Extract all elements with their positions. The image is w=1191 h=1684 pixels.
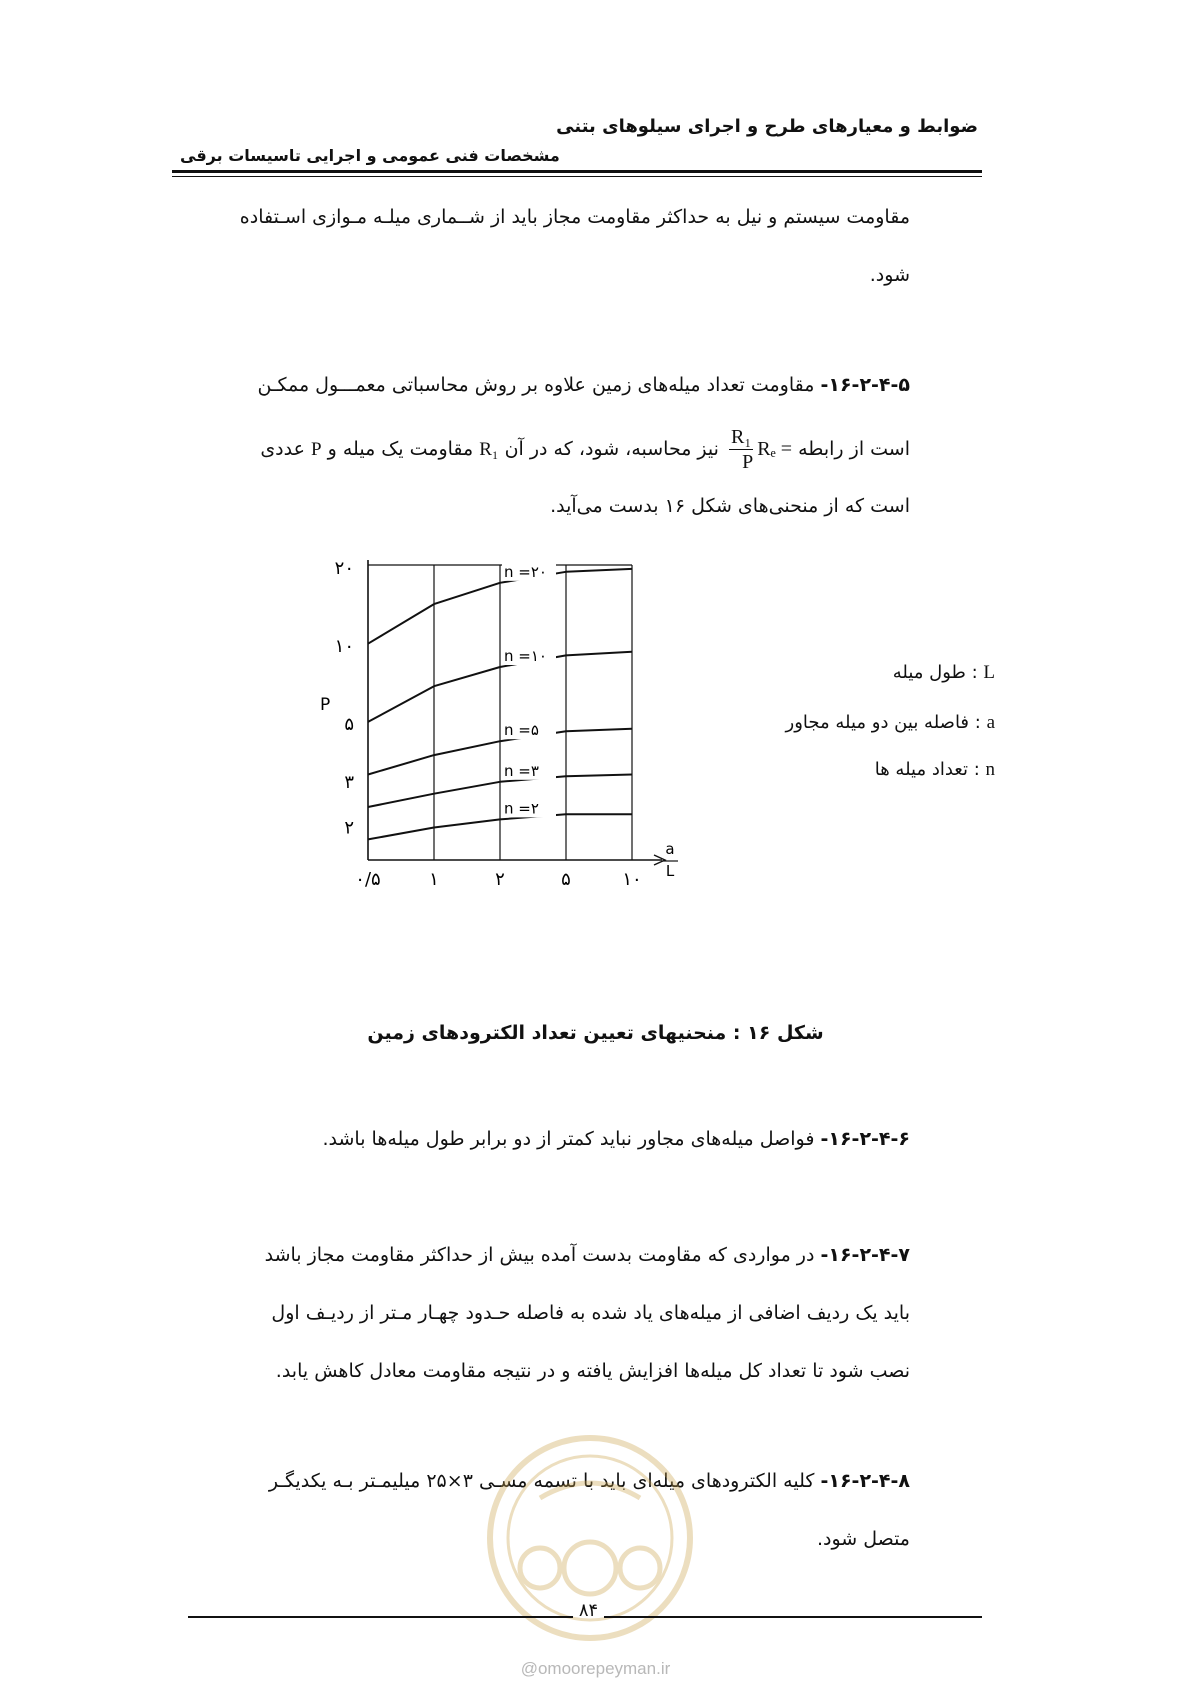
series-label: n =۵: [504, 721, 539, 740]
section-5-line-2b: نیز محاسبه، شود، که در آن: [504, 438, 719, 460]
y-tick-label: ۲: [344, 817, 354, 839]
section-5-line-2c: مقاومت یک میله و: [327, 438, 474, 460]
y-tick-label: ۲۰: [334, 560, 354, 579]
intro-line-1: مقاومت سیستم و نیل به حداکثر مقاومت مجاز باید از شــماری میلـه مـوازی اسـتفاده: [239, 206, 910, 228]
intro-line-2: شود.: [869, 264, 910, 286]
section-5-paragraph: [180, 356, 910, 535]
legend-item-n: [875, 759, 995, 781]
legend-key-n: n: [985, 759, 995, 780]
page-number: ۸۴: [578, 1600, 599, 1621]
legend-key-a: a: [986, 712, 995, 733]
section-5-line-1: مقاومت تعداد میله‌های زمین علاوه بر روش محاسباتی معمـــول ممکـن: [257, 374, 821, 396]
legend-text-l: : طول میله: [892, 662, 978, 683]
y-tick-label: ۱۰: [334, 635, 354, 657]
header-rule-thin: [172, 176, 982, 177]
figure-caption: شکل ۱۶ : منحنیهای تعیین تعداد الکترودهای زمین: [367, 1022, 824, 1044]
legend-text-a: : فاصله بین دو میله مجاور: [785, 712, 981, 733]
legend-key-l: L: [983, 662, 995, 683]
x-tick-label: ۵: [561, 869, 571, 890]
section-5-number: ۱۶-۲-۴-۵-: [820, 374, 910, 396]
section-5-line-2d: عددی: [260, 438, 305, 460]
section-7-paragraph: [180, 1226, 910, 1400]
x-tick-label: ۰/۵: [355, 869, 381, 890]
section-7-line-2: باید یک ردیف اضافی از میله‌های یاد شده به فاصله حـدود چهـار مـتر از ردیـف اول: [271, 1302, 910, 1324]
intro-paragraph: [180, 188, 910, 304]
y-axis-label: P: [320, 695, 331, 716]
footer-rule-right: [604, 1616, 982, 1618]
x-tick-label: ۲: [495, 869, 505, 890]
section-6-paragraph: [180, 1110, 910, 1168]
section-5-line-3: است که از منحنی‌های شکل ۱۶ بدست می‌آید.: [550, 495, 910, 517]
x-axis-label-den: L: [665, 862, 675, 880]
header-rule: [172, 170, 982, 173]
series-label: n =۱۰: [504, 647, 547, 666]
footer-rule-left: [188, 1616, 573, 1618]
section-7-line-1: در مواردی که مقاومت بدست آمده بیش از حداکثر مقاومت مجاز باشد: [264, 1244, 821, 1266]
legend-text-n: : تعداد میله ها: [874, 759, 980, 780]
formula-numerator: R₁: [730, 426, 752, 448]
y-tick-label: ۵: [344, 714, 354, 736]
y-tick-label: ۳: [344, 771, 354, 793]
section-6-number: ۱۶-۲-۴-۶-: [820, 1128, 910, 1150]
series-label: n =۲: [504, 799, 539, 818]
section-8-line-1: کلیه الکترودهای میله‌ای باید با تسمه مسـی ۳×۲۵ میلیمـتر بـه یکدیگـر: [268, 1470, 821, 1492]
x-tick-label: ۱۰: [622, 869, 642, 890]
series-label: n =۳: [504, 761, 539, 780]
section-8-number: ۱۶-۲-۴-۸-: [820, 1470, 910, 1492]
header-subtitle: مشخصات فنی عمومی و اجرایی تاسیسات برقی: [180, 146, 560, 165]
x-tick-label: ۱: [429, 869, 439, 890]
p-symbol: P: [311, 439, 322, 460]
header-title: ضوابط و معیارهای طرح و اجرای سیلوهای بتنی: [556, 116, 978, 137]
electrode-chart: [320, 560, 760, 950]
section-7-line-3: نصب شود تا تعداد کل میله‌ها افزایش یافته و در نتیجه مقاومت معادل کاهش یابد.: [275, 1360, 910, 1382]
r1-symbol: R₁: [479, 439, 499, 460]
section-7-number: ۱۶-۲-۴-۷-: [820, 1244, 910, 1266]
section-8-line-2: متصل شود.: [816, 1528, 910, 1550]
series-label: n =۲۰: [504, 562, 547, 581]
section-5-line-2a: است از رابطه: [798, 438, 910, 460]
formula-lhs: Rₑ =: [757, 438, 793, 460]
section-6-text: فواصل میله‌های مجاور نباید کمتر از دو برابر طول میله‌ها باشد.: [322, 1128, 821, 1150]
site-watermark: @omoorepeyman.ir: [520, 1659, 671, 1678]
legend-item-a: [786, 712, 996, 734]
formula-denominator: P: [742, 451, 754, 473]
formula-fraction: [729, 425, 753, 474]
legend-item-l: [893, 662, 995, 684]
x-axis-label-num: a: [665, 840, 675, 858]
